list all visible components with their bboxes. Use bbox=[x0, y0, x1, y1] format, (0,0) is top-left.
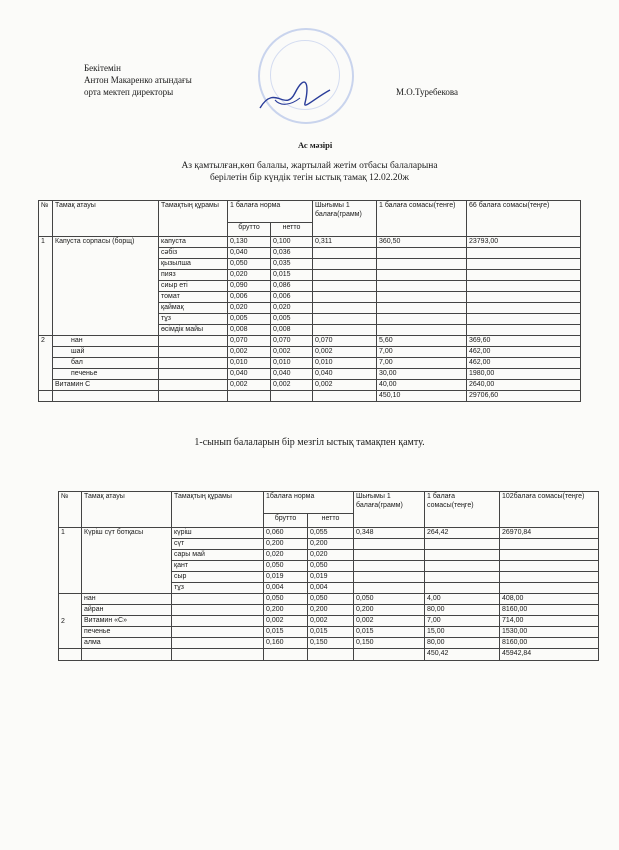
ingredient-name: қызылша bbox=[159, 259, 228, 270]
brutto-value: 0,050 bbox=[228, 259, 271, 270]
netto-value: 0,020 bbox=[308, 550, 354, 561]
netto-value: 0,002 bbox=[271, 380, 313, 391]
netto-value: 0,200 bbox=[308, 539, 354, 550]
approval-line-3: орта мектеп директоры bbox=[84, 87, 174, 97]
ingredient-name: өсімдік майы bbox=[159, 325, 228, 336]
price-one-value: 7,00 bbox=[425, 616, 500, 627]
header-composition: Тамақтың құрамы bbox=[172, 492, 264, 528]
brutto-value: 0,002 bbox=[228, 380, 271, 391]
brutto-value: 0,010 bbox=[228, 358, 271, 369]
ingredient-name: қант bbox=[172, 561, 264, 572]
price-one-value: 4,00 bbox=[425, 594, 500, 605]
ingredient-name: сиыр еті bbox=[159, 281, 228, 292]
header-dish-name: Тамақ атауы bbox=[82, 492, 172, 528]
price-one-value: 360,50 bbox=[377, 237, 467, 248]
price-one-value: 7,00 bbox=[377, 347, 467, 358]
brutto-value: 0,200 bbox=[264, 605, 308, 616]
ingredient-name: сары май bbox=[172, 550, 264, 561]
header-no: № bbox=[39, 201, 53, 237]
brutto-value: 0,004 bbox=[264, 583, 308, 594]
brutto-value: 0,060 bbox=[264, 528, 308, 539]
header-dish-name: Тамақ атауы bbox=[53, 201, 159, 237]
yield-value: 0,050 bbox=[354, 594, 425, 605]
netto-value: 0,050 bbox=[308, 594, 354, 605]
yield-value: 0,348 bbox=[354, 528, 425, 539]
price-one-value: 15,00 bbox=[425, 627, 500, 638]
netto-value: 0,019 bbox=[308, 572, 354, 583]
yield-value: 0,150 bbox=[354, 638, 425, 649]
header-netto: нетто bbox=[308, 514, 354, 528]
header-price-one: 1 балаға сомасы(тенге) bbox=[377, 201, 467, 237]
netto-value: 0,002 bbox=[308, 616, 354, 627]
price-total-value: 714,00 bbox=[500, 616, 599, 627]
yield-value: 0,010 bbox=[313, 358, 377, 369]
netto-value: 0,055 bbox=[308, 528, 354, 539]
price-one-value: 264,42 bbox=[425, 528, 500, 539]
netto-value: 0,200 bbox=[308, 605, 354, 616]
netto-value: 0,040 bbox=[271, 369, 313, 380]
director-name: М.О.Туребекова bbox=[396, 87, 459, 97]
price-total-value: 462,00 bbox=[467, 347, 581, 358]
total-price-one: 450,42 bbox=[425, 649, 500, 661]
price-one-value: 40,00 bbox=[377, 380, 467, 391]
brutto-value: 0,090 bbox=[228, 281, 271, 292]
group-no: 1 bbox=[59, 528, 82, 594]
yield-value: 0,311 bbox=[313, 237, 377, 248]
ingredient-name: тұз bbox=[159, 314, 228, 325]
brutto-value: 0,006 bbox=[228, 292, 271, 303]
price-total-value: 369,60 bbox=[467, 336, 581, 347]
price-one-value: 5,60 bbox=[377, 336, 467, 347]
header-yield: Шығымы 1 балаға(грамм) bbox=[313, 201, 377, 237]
price-total-value: 2640,00 bbox=[467, 380, 581, 391]
brutto-value: 0,160 bbox=[264, 638, 308, 649]
yield-value: 0,040 bbox=[313, 369, 377, 380]
netto-value: 0,036 bbox=[271, 248, 313, 259]
ingredient-name: сәбіз bbox=[159, 248, 228, 259]
price-total-value: 1980,00 bbox=[467, 369, 581, 380]
price-one-value: 80,00 bbox=[425, 605, 500, 616]
netto-value: 0,004 bbox=[308, 583, 354, 594]
header-brutto: брутто bbox=[264, 514, 308, 528]
brutto-value: 0,020 bbox=[228, 270, 271, 281]
header-price-one: 1 балаға сомасы(теңге) bbox=[425, 492, 500, 528]
approval-line-2: Антон Макаренко атындағы bbox=[84, 75, 192, 85]
header-yield: Шығымы 1 балаға(грамм) bbox=[354, 492, 425, 528]
dish-name: бал bbox=[53, 358, 159, 369]
ingredient-name: капуста bbox=[159, 237, 228, 248]
yield-value: 0,002 bbox=[313, 380, 377, 391]
yield-value: 0,070 bbox=[313, 336, 377, 347]
header-no: № bbox=[59, 492, 82, 528]
header-composition: Тамақтың құрамы bbox=[159, 201, 228, 237]
brutto-value: 0,015 bbox=[264, 627, 308, 638]
price-total-value: 23793,00 bbox=[467, 237, 581, 248]
dish-name: шай bbox=[53, 347, 159, 358]
netto-value: 0,002 bbox=[271, 347, 313, 358]
dish-name: алма bbox=[82, 638, 172, 649]
dish-name: печенье bbox=[82, 627, 172, 638]
header-netto: нетто bbox=[271, 223, 313, 237]
approval-line-1: Бекітемін bbox=[84, 63, 121, 73]
brutto-value: 0,050 bbox=[264, 594, 308, 605]
heading-line-1: Аз қамтылған,көп балалы, жартылай жетім отбасы балаларына bbox=[181, 161, 438, 171]
menu-title: Ас мәзірі bbox=[298, 140, 333, 150]
heading-first-grade: 1-сынып балаларын бір мезгіл ыстық тамақпен қамту. bbox=[194, 437, 425, 448]
yield-value: 0,002 bbox=[313, 347, 377, 358]
yield-value: 0,002 bbox=[354, 616, 425, 627]
dish-name: нан bbox=[82, 594, 172, 605]
header-norm: 1балаға норма bbox=[264, 492, 354, 514]
brutto-value: 0,002 bbox=[264, 616, 308, 627]
price-one-value: 30,00 bbox=[377, 369, 467, 380]
heading-line-2: берілетін бір күндік тегін ыстық тамақ 12.02.20ж bbox=[210, 173, 409, 183]
price-one-value: 7,00 bbox=[377, 358, 467, 369]
netto-value: 0,100 bbox=[271, 237, 313, 248]
netto-value: 0,015 bbox=[271, 270, 313, 281]
signature-icon bbox=[255, 78, 335, 118]
dish-name: Күріш сүт ботқасы bbox=[82, 528, 172, 594]
dish-name: печенье bbox=[53, 369, 159, 380]
netto-value: 0,070 bbox=[271, 336, 313, 347]
brutto-value: 0,020 bbox=[228, 303, 271, 314]
brutto-value: 0,005 bbox=[228, 314, 271, 325]
ingredient-name: пияз bbox=[159, 270, 228, 281]
brutto-value: 0,019 bbox=[264, 572, 308, 583]
price-total-value: 8160,00 bbox=[500, 605, 599, 616]
header-price-total: 66 балаға сомасы(теңге) bbox=[467, 201, 581, 237]
price-total-value: 26970,84 bbox=[500, 528, 599, 539]
group-no: 2 bbox=[39, 336, 53, 391]
dish-name: Капуста сорпасы (борщ) bbox=[53, 237, 159, 336]
dish-name: Витамин «С» bbox=[82, 616, 172, 627]
brutto-value: 0,070 bbox=[228, 336, 271, 347]
brutto-value: 0,008 bbox=[228, 325, 271, 336]
netto-value: 0,086 bbox=[271, 281, 313, 292]
brutto-value: 0,002 bbox=[228, 347, 271, 358]
netto-value: 0,150 bbox=[308, 638, 354, 649]
brutto-value: 0,040 bbox=[228, 369, 271, 380]
price-total-value: 1530,00 bbox=[500, 627, 599, 638]
dish-name: нан bbox=[53, 336, 159, 347]
total-price-total: 45942,84 bbox=[500, 649, 599, 661]
header-price-total: 102балаға сомасы(теңге) bbox=[500, 492, 599, 528]
price-total-value: 408,00 bbox=[500, 594, 599, 605]
netto-value: 0,006 bbox=[271, 292, 313, 303]
netto-value: 0,005 bbox=[271, 314, 313, 325]
price-total-value: 462,00 bbox=[467, 358, 581, 369]
ingredient-name: күріш bbox=[172, 528, 264, 539]
netto-value: 0,015 bbox=[308, 627, 354, 638]
ingredient-name: сүт bbox=[172, 539, 264, 550]
brutto-value: 0,200 bbox=[264, 539, 308, 550]
netto-value: 0,035 bbox=[271, 259, 313, 270]
total-price-total: 29706,60 bbox=[467, 391, 581, 402]
netto-value: 0,008 bbox=[271, 325, 313, 336]
netto-value: 0,050 bbox=[308, 561, 354, 572]
brutto-value: 0,040 bbox=[228, 248, 271, 259]
netto-value: 0,020 bbox=[271, 303, 313, 314]
brutto-value: 0,020 bbox=[264, 550, 308, 561]
price-total-value: 8160,00 bbox=[500, 638, 599, 649]
netto-value: 0,010 bbox=[271, 358, 313, 369]
header-brutto: брутто bbox=[228, 223, 271, 237]
dish-name: айран bbox=[82, 605, 172, 616]
ingredient-name: сыр bbox=[172, 572, 264, 583]
price-one-value: 80,00 bbox=[425, 638, 500, 649]
yield-value: 0,200 bbox=[354, 605, 425, 616]
menu-table-2 bbox=[58, 491, 599, 661]
brutto-value: 0,050 bbox=[264, 561, 308, 572]
dish-name: Витамин С bbox=[53, 380, 159, 391]
total-price-one: 450,10 bbox=[377, 391, 467, 402]
ingredient-name: томат bbox=[159, 292, 228, 303]
menu-table-1 bbox=[38, 200, 581, 402]
brutto-value: 0,130 bbox=[228, 237, 271, 248]
yield-value: 0,015 bbox=[354, 627, 425, 638]
group-no: 1 bbox=[39, 237, 53, 336]
group-no: 2 bbox=[59, 594, 82, 649]
ingredient-name: тұз bbox=[172, 583, 264, 594]
header-norm: 1 балаға норма bbox=[228, 201, 313, 223]
ingredient-name: қаймақ bbox=[159, 303, 228, 314]
